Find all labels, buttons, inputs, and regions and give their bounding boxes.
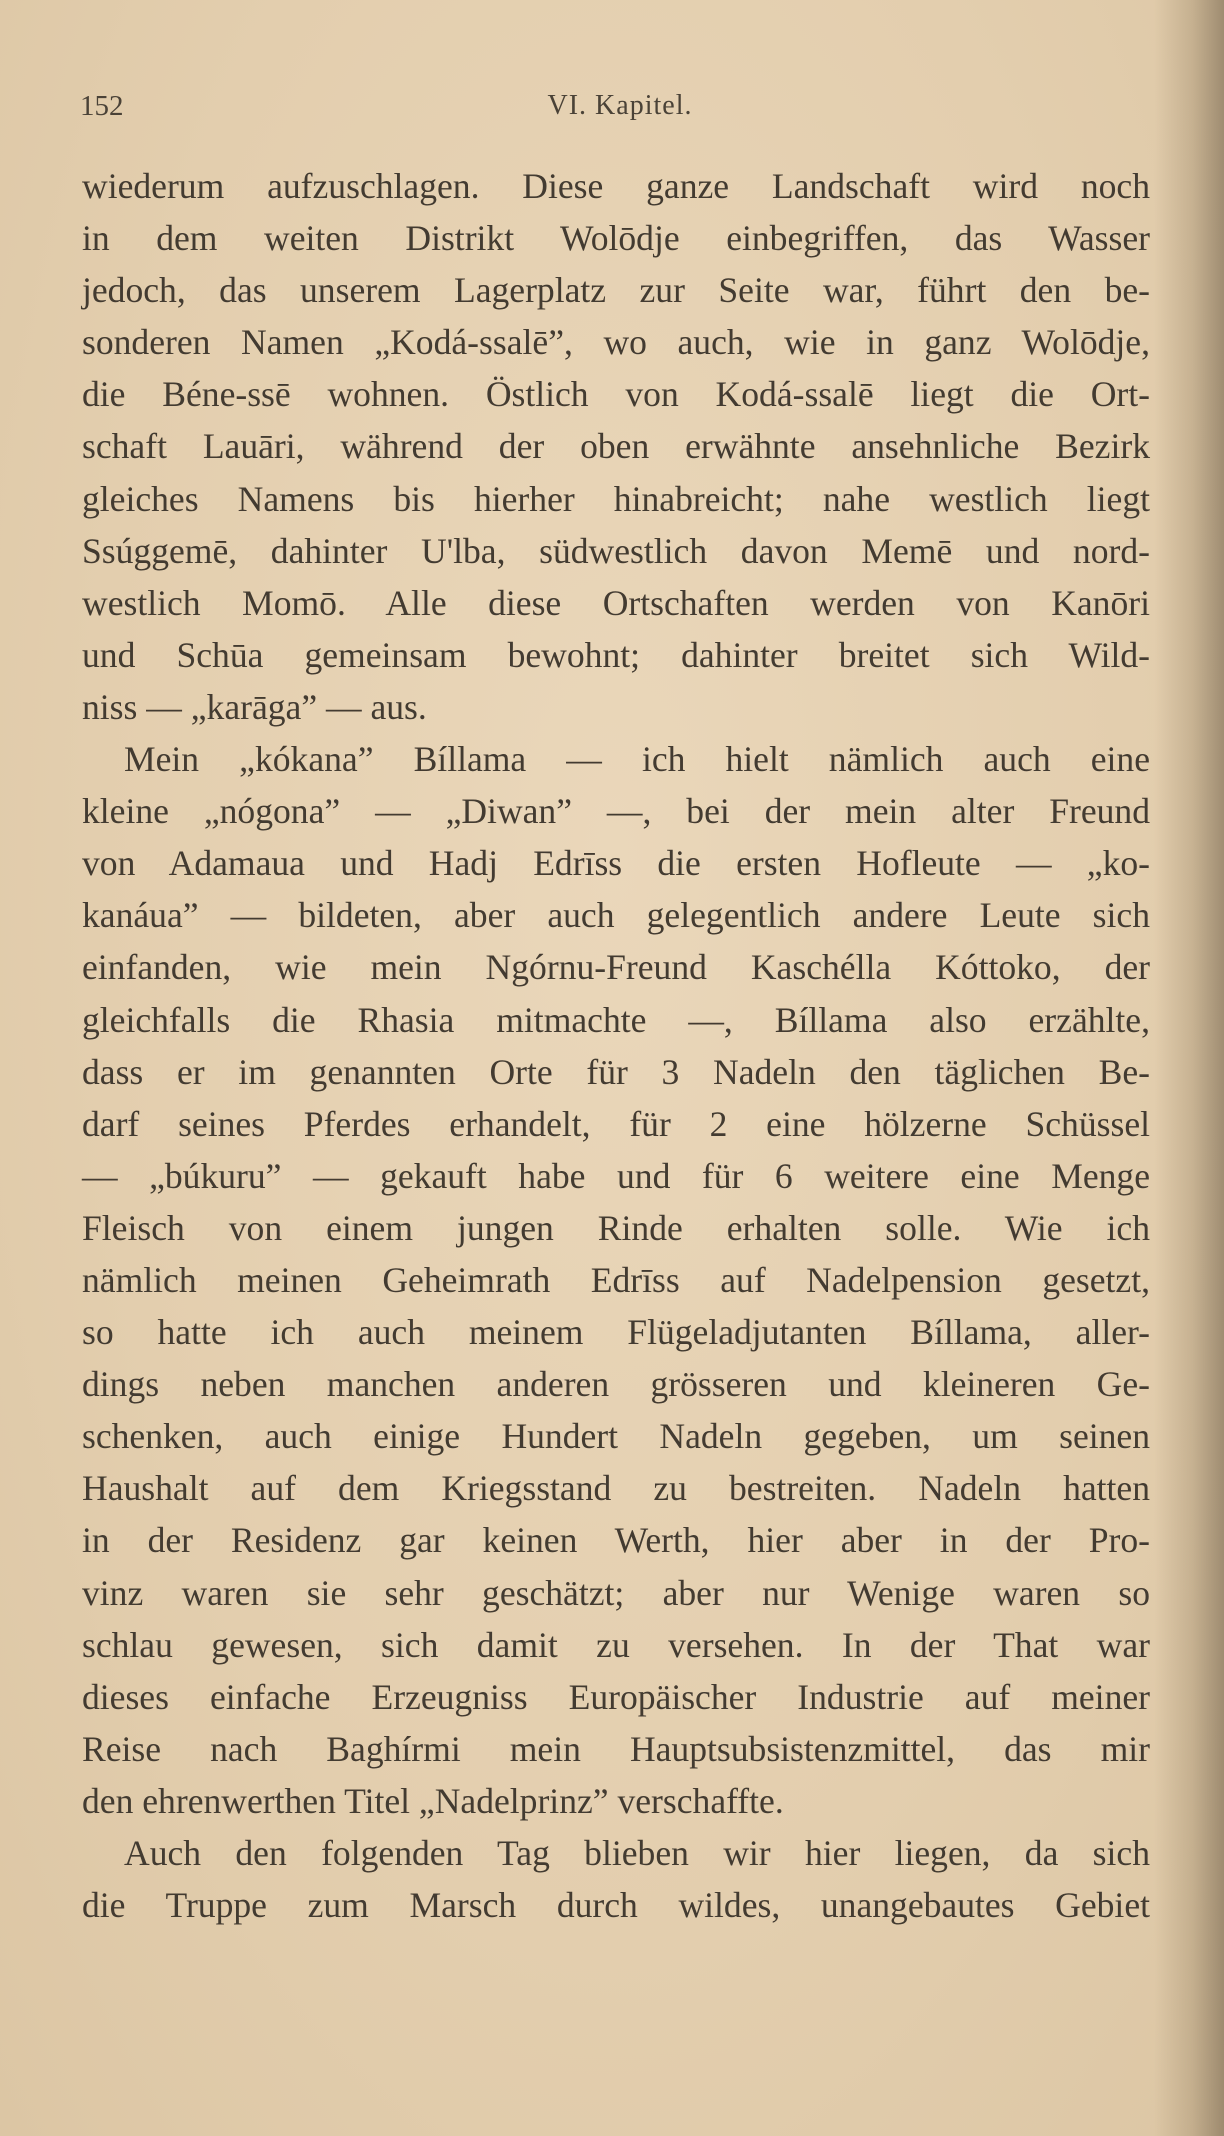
text-line: gleichfalls die Rhasia mitmachte —, Bíllama also erzählte, — [82, 999, 1150, 1040]
running-head: VI. Kapitel. — [547, 90, 693, 121]
text-line: in der Residenz gar keinen Werth, hier aber in der Pro- — [82, 1520, 1150, 1561]
text-line: die Béne-ssē wohnen. Östlich von Kodá-ssalē liegt die Ort- — [82, 374, 1150, 415]
text-line: darf seines Pferdes erhandelt, für 2 eine hölzerne Schüssel — [82, 1103, 1150, 1144]
text-line: Reise nach Baghírmi mein Hauptsubsistenzmittel, das mir — [82, 1728, 1150, 1769]
text-line: die Truppe zum Marsch durch wildes, unangebautes Gebiet — [82, 1885, 1150, 1926]
text-line: westlich Momō. Alle diese Ortschaften werden von Kanōri — [82, 582, 1150, 623]
text-line: Auch den folgenden Tag blieben wir hier liegen, da sich — [124, 1833, 1150, 1873]
text-line: sonderen Namen „Kodá-ssalē”, wo auch, wie in ganz Wolōdje, — [82, 322, 1150, 363]
text-line: Mein „kókana” Bíllama — ich hielt nämlich auch eine — [124, 739, 1150, 780]
text-line: kanáua” — bildeten, aber auch gelegentlich andere Leute sich — [82, 895, 1150, 936]
text-line: gleiches Namens bis hierher hinabreicht; nahe westlich liegt — [82, 478, 1150, 519]
text-line: Fleisch von einem jungen Rinde erhalten solle. Wie ich — [82, 1207, 1150, 1248]
text-line: und Schūa gemeinsam bewohnt; dahinter breitet sich Wild- — [82, 634, 1150, 675]
text-line: schaft Lauāri, während der oben erwähnte ansehnliche Bezirk — [82, 426, 1150, 467]
text-line: dings neben manchen anderen grösseren und kleineren Ge- — [82, 1364, 1150, 1405]
text-line: jedoch, das unserem Lagerplatz zur Seite war, führt den be- — [82, 270, 1150, 311]
text-line: vinz waren sie sehr geschätzt; aber nur Wenige waren so — [82, 1572, 1150, 1613]
text-line: wiederum aufzuschlagen. Diese ganze Landschaft wird noch — [82, 166, 1150, 206]
text-line: so hatte ich auch meinem Flügeladjutanten Bíllama, aller- — [82, 1312, 1150, 1353]
text-line: nämlich meinen Geheimrath Edrīss auf Nadelpension gesetzt, — [82, 1259, 1150, 1300]
text-line: von Adamaua und Hadj Edrīss die ersten Hofleute — „ko- — [82, 843, 1150, 884]
text-line: — „búkuru” — gekauft habe und für 6 weitere eine Menge — [82, 1155, 1150, 1196]
text-line: Haushalt auf dem Kriegsstand zu bestreiten. Nadeln hatten — [82, 1468, 1150, 1509]
text-line: niss — „karāga” — aus. — [82, 686, 427, 727]
page-header — [80, 90, 1160, 130]
text-line: in dem weiten Distrikt Wolōdje einbegriffen, das Wasser — [82, 218, 1150, 259]
page-edge-shadow — [1154, 0, 1224, 2136]
text-line: einfanden, wie mein Ngórnu-Freund Kaschélla Kóttoko, der — [82, 947, 1150, 988]
text-line: kleine „nógona” — „Diwan” —, bei der mein alter Freund — [82, 791, 1150, 832]
text-line: dass er im genannten Orte für 3 Nadeln den täglichen Be- — [82, 1051, 1150, 1092]
text-line: schenken, auch einige Hundert Nadeln gegeben, um seinen — [82, 1416, 1150, 1457]
text-line: den ehrenwerthen Titel „Nadelprinz” verschaffte. — [82, 1780, 784, 1821]
body-text — [82, 160, 1150, 1931]
page-number: 152 — [80, 90, 124, 122]
text-line: dieses einfache Erzeugniss Europäischer Industrie auf meiner — [82, 1676, 1150, 1717]
text-line: schlau gewesen, sich damit zu versehen. In der That war — [82, 1624, 1150, 1665]
text-line: Ssúggemē, dahinter U'lba, südwestlich davon Memē und nord- — [82, 530, 1150, 571]
